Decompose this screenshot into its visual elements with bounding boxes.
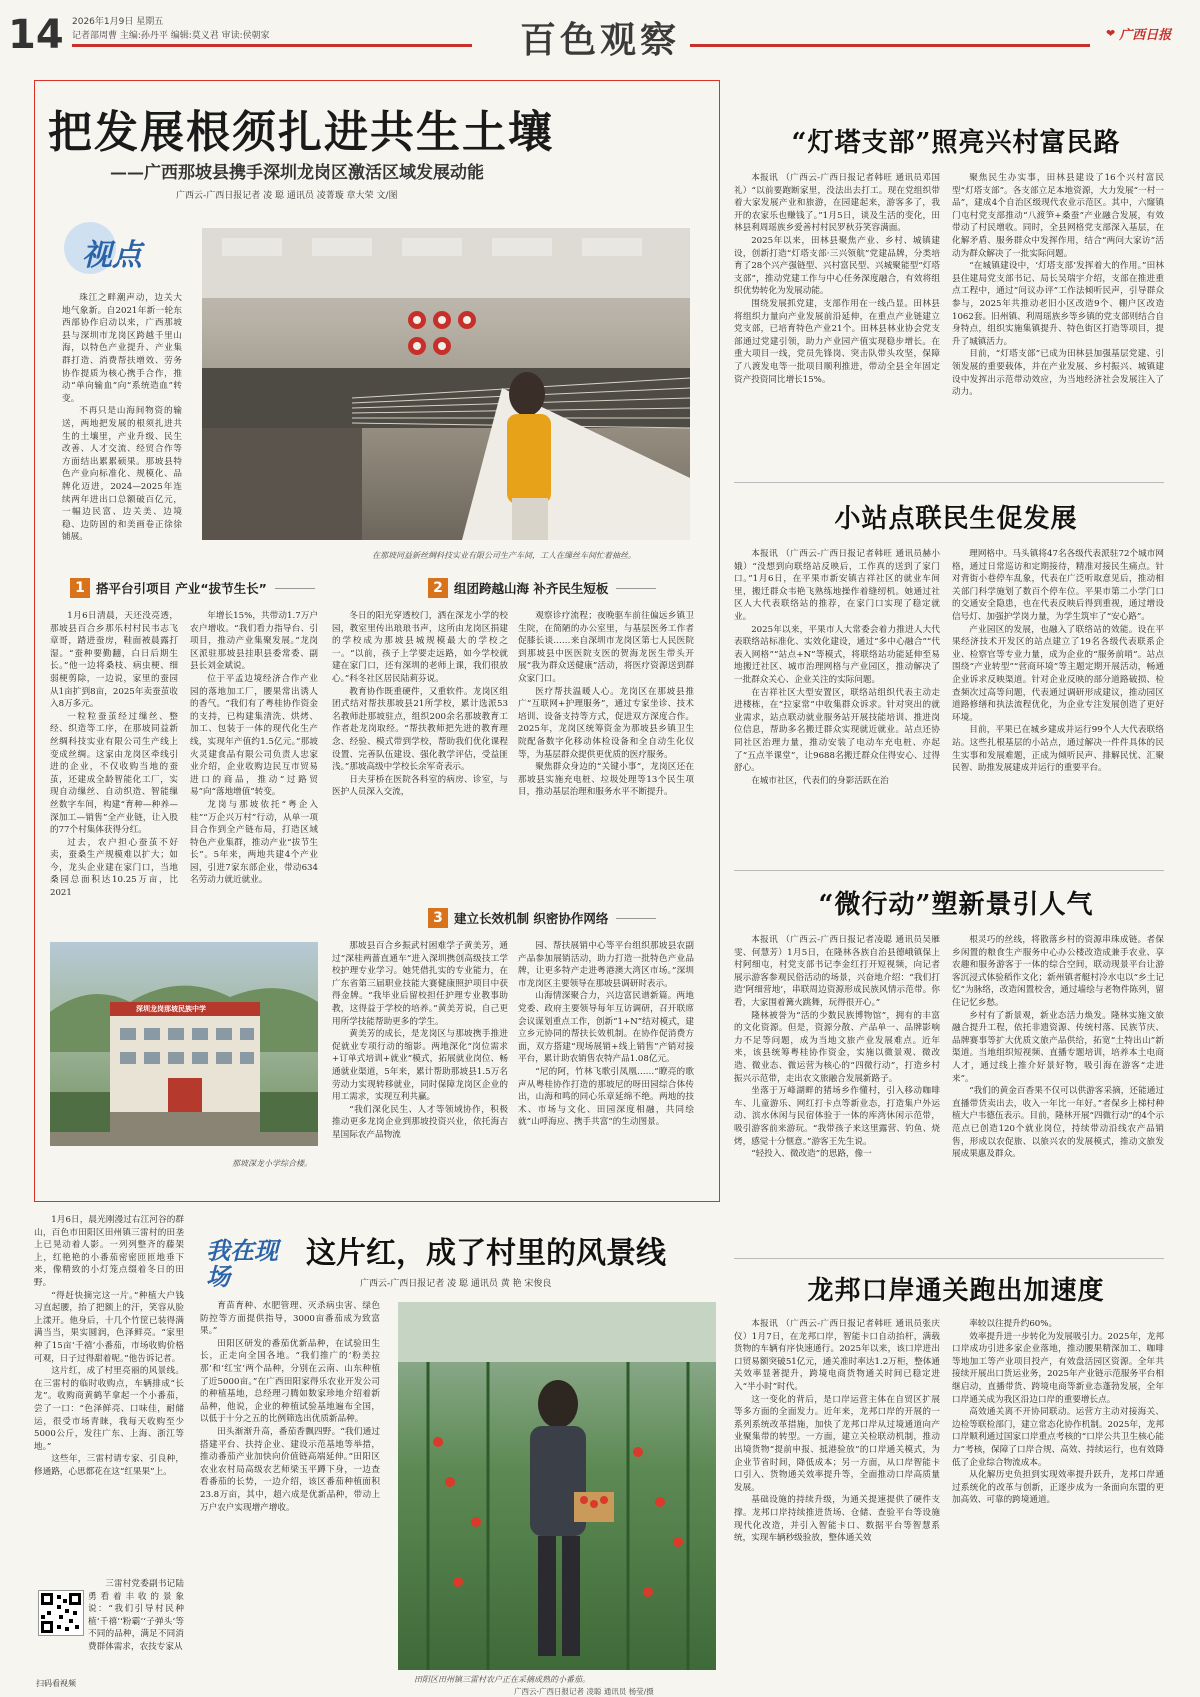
ab-c1-p1: 本报讯 （广西云-广西日报记者韩旺 通讯员赫小娥）“没想到向联络站反映后，工作真的送到了家门口。”1月6日，在平果市新安镇吉祥社区的就业车间里，搬迁群众韦艳飞熟练地操作着缝纫机。她通过社区人大代表联络站的推荐，在家门口实现了稳定就业。 (734, 549, 940, 622)
header-rule-left (72, 44, 472, 47)
divider-c-e (734, 1258, 1164, 1259)
aa-c2-p1: 聚焦民生办实事，田林县建设了16个兴村富民型“灯塔支部”。各支部立足本地资源，大力发展“一村一品”，建成4个自治区级现代农业示范区。其中，六窿镇门屯村党支部推动“八渡笋+桑蚕”产业融合发展，有效带动了村民增收。同时，全县网格党支部深入基层，在化解矛盾、服务群众中发挥作用，结合“两问大家访”活动为群众解决了一批实际问题。 (952, 173, 1164, 259)
s1c1-p2: 一粒粒蚕茧经过缫丝、整经、织造等工序，在那坡同益新丝绸科技实业有限公司生产线上变成丝绸。这家由龙岗区牵线引进的企业，不仅收购当地的蚕茧，还建成全龄智能化工厂，实现自动缫丝、自动织造、智能缫丝数字车间，构建“育种—种养—深加工—销售”全产业链，让入股的77个村集体获得分红。 (50, 711, 178, 836)
section-3-title: 建立长效机制 织密协作网络 (454, 911, 609, 926)
on-site-badge (206, 1232, 296, 1292)
tomato-farmer-illustration (398, 1302, 716, 1670)
silk-factory-photo (202, 228, 690, 540)
tomato-photo-caption: 田阳区田州镇三雷村农户正在采摘成熟的小番茄。 (414, 1675, 590, 1684)
ab-c1-p4: 在城市社区，代表们的身影活跃在治 (751, 775, 889, 786)
s1c2-p3: 龙岗与那坡依托“粤企入桂”“万企兴万村”行动，从单一项目合作到全产链布局，打造区域特色产业集群，推动产业“拔节生长”。5年来，两地共建4个产业园，引进7家东部企业，带动634名劳动力就近就业。 (190, 799, 318, 886)
lead-intro-p1: 珠江之畔潮声动，边关大地气象新。自2021年新一轮东西部协作启动以来，广西那坡县与深圳市龙岗区跨越千里山海，以特色产业提升、产业集群打造、消费帮扶增效、劳务协作提质为核心携手合作，推动“单向输血”向“系统造血”转变。 (62, 293, 182, 404)
s1c2-p2: 位于平孟边境经济合作产业园的落地加工厂，腰果常出诱人的香气。“我们有了粤桂协作资金的支持，已构建集清洗、烘烤、加工、包装于一体的现代化生产线，实现年产值约1.5亿元。”那坡火灵建食品有限公司负责人忠家业介绍，企业收购边民互市贸易进口的商品，推动“过路贸易”向“落地增值”转变。 (190, 673, 318, 798)
section-2-col-1 (332, 610, 508, 898)
ac-c1-p4: “轻投入、微改造”的思路，像一 (751, 1149, 872, 1160)
aa-c1-p1: 本报讯 （广西云-广西日报记者韩旺 通讯员邓国礼）“以前要跑断家里，没法出去打工。现在党组织带着大家发展产业和旅游，在园建起来，游客多了，我开的农家乐也赚钱了。”1月5日，谈及生活的变化，田林县利周瑶族乡爱善村村民罗秋芬笑容满面。 (734, 173, 940, 234)
aa-c1-p2: 2025年以来，田林县聚焦产业、乡村、城镇建设，创新打造“灯塔支部·三兴领航”党建品牌，分类培育了28个兴产强链型、兴村富民型、兴城聚能型“灯塔支部”，推动党建工作与中心任务深度融合，有效将组织优势转化为发展动能。 (734, 235, 940, 297)
section-2-number: 2 (428, 578, 448, 598)
section-2-rule (616, 588, 656, 589)
article-b-col-2 (952, 548, 1164, 866)
paper-logo (1106, 24, 1171, 43)
article-e-col-1 (734, 1318, 940, 1686)
header-rule-right (690, 44, 1090, 47)
article-c-title: “微行动”塑新景引人气 (818, 890, 1094, 920)
article-c-col-1 (734, 934, 940, 1254)
s2c2-p2: 医疗帮扶温暖人心。龙岗区在那坡县推广“互联网+护理服务”，通过专家坐诊、技术培训、设备支持等方式，促进双方深度合作。2025年，龙岗区统筹资金为那坡县乡镇卫生院配备数字化移动体检设备和全自动生化仪等，为基层群众提供更优质的医疗服务。 (518, 686, 694, 760)
page-header (0, 0, 1200, 66)
viewpoint-badge (60, 220, 156, 276)
section-2-heading (428, 578, 656, 598)
s3c1-p3: “我们深化民生、人才等领域协作，积极推动更多龙岗企业到那坡投资兴业，依托海吉星国际农产品物流 (332, 1104, 508, 1140)
ab-c2-p2: 产业园区的发展，也融入了联络站的效能。设在平果经济技术开发区的站点建立了19名各级代表联系企业、检察官等专业力量，成为企业的“服务前哨”。站点围绕“产业转型”“营商环境”等主题定期开展活动，畅通企业诉求反映渠道。针对企业反映的部分道路破损、检查频次过高等问题，代表通过调研形成建议，推动园区道路修缮和执法流程优化，为企业专注发展创造了更好环境。 (952, 624, 1164, 723)
ad-c1-p4: 这些年，三雷村请专家、引良种，修通路，心思都花在这“红果果”上。 (34, 1454, 184, 1477)
lead-subtitle: ——广西那坡县携手深圳龙岗区激活区域发展动能 (110, 163, 484, 183)
paper-logo-text: 广西日报 (1119, 28, 1172, 43)
section-name: 百色观察 (520, 19, 681, 61)
lead-title: 把发展根须扎进共生土壤 (48, 107, 554, 158)
school-sign: 深圳龙岗那坡民族中学 (136, 1004, 206, 1013)
silk-factory-illustration (202, 228, 690, 540)
divider-b-c (734, 870, 1164, 871)
ae-c2-p1: 率较以往提升约60%。 (969, 1319, 1058, 1329)
section-1-title: 搭平台引项目 产业“拔节生长” (96, 581, 267, 596)
article-d-byline: 广西云-广西日报记者 凌 聪 通讯员 黄 艳 宋俊良 (360, 1279, 552, 1289)
article-d-col-1 (34, 1214, 184, 1574)
article-e-col-2 (952, 1318, 1164, 1686)
article-c-col-2 (952, 934, 1164, 1254)
ac-c1-p2: 隆林被誉为“活的少数民族博物馆”，拥有的丰富的文化资源。但是，资源分散、产品单一、品牌影响力不足等问题，成为当地文旅产业发展难点。近年来，该县统筹粤桂协作资金，实施以微景观、微改造、微业态、微运营为核心的“四微行动”，打造乡村振兴示范带，走出农文旅融合发展新路子。 (734, 1010, 940, 1084)
ad-c1-p1: 1月6日，晨光刚漫过右江河谷的群山，百色市田阳区田州镇三雷村的田垄上已晃动着人影。一列列整齐的藤架上，红艳艳的小番茄密密匝匝地垂下来，像精致的小灯笼点缀着冬日的田野。 (34, 1215, 184, 1288)
school-illustration (50, 942, 318, 1146)
section-3-col-2 (518, 940, 694, 1190)
s1c1-p1: 1月6日清晨，天还没亮透，那坡县百合乡那乐村村民韦志飞章哥，踏进蚕房，鞋面被晨露打湿。“蚕种要勤翻，白日后期生长。”他一边将桑枝、病虫梗、细弱梗剪除，一边说，家里的蚕园从1亩扩到8亩，2025年卖蚕茧收入8万多元。 (50, 611, 178, 710)
article-d-col-2 (200, 1300, 380, 1694)
article-e-title: 龙邦口岸通关跑出加速度 (807, 1276, 1105, 1306)
ae-c1-p1: 本报讯 （广西云-广西日报记者韩旺 通讯员张庆仪）1月7日，在龙邦口岸，智能卡口自动抬杆，满载货物的车辆有序快速通行。2025年以来，该口岸进出口贸易额突破51亿元，通关准时率达1.2万柜，整体通关效率显著提升，跨境电商货物通关时间已稳定进入“半小时”时代。 (734, 1319, 940, 1392)
viewpoint-badge-text: 视点 (82, 238, 142, 273)
logo-heart-icon: ❤ (1106, 27, 1116, 40)
section-1-heading (70, 578, 315, 598)
section-3-rule (616, 918, 656, 919)
aa-c1-p3: 围绕发展抓党建，支部作用在一线凸显。田林县将组织力量向产业发展前沿延伸，在重点产业链建立党支部，已培育特色产业21个。田林县林业协会党支部通过党建引领，助力产业园产值实现稳步增长。在重大项目一线，党员先锋岗、突击队带头攻坚，保障了八渡发电等一批项目顺利推进，带动全县全年固定资产投资同比增长15%。 (734, 298, 940, 385)
ae-c2-p3: 高效通关离不开协同联动。运营方主动对接海关、边检等联检部门，建立常态化协作机制。2025年，龙邦口岸顺利通过国家口岸重点考核的“口岸公共卫生核心能力”考核，保障了口岸合规、高效、持续运行，也有效降低了企业综合物流成本。 (952, 1407, 1164, 1468)
s2c1-p1: 冬日的阳光穿透校门，洒在深龙小学的校园，教室里传出琅琅书声，这所由龙岗区捐建的学校成为那坡县城规模最大的学校之一。“以前，孩子上学要走远路，如今学校就建在家门口，还有深圳的老师上课，我们很放心。”科冬社区居民陆莉芬说。 (332, 611, 508, 684)
aa-c2-p3: 目前，“灯塔支部”已成为田林县加强基层党建、引领发展的重要载体，并在产业发展、乡村振兴、城镇建设中发挥出示范带动效应，为当地经济社会发展注入了动力。 (952, 349, 1164, 398)
divider-a-b (734, 482, 1164, 483)
article-b-col-1 (734, 548, 940, 866)
qr-code-icon (39, 1591, 83, 1635)
s3c2-p3: “尼的阿，竹林飞歌引凤凰……”瞭亮的歌声从粤桂协作打造的那坡尼的呀田园综合体传出，山海和鸣的同心乐章延绵不绝。两地的技术、市场与文化、田园深度相融，共同绘就“山呼海应、携手共富”的生动图景。 (518, 1066, 694, 1128)
ad-c2-p1: 育苗育种、水肥管理、灭杀病虫害、绿色防控等方面提供指导，3000亩番茄成为致富果。” (200, 1301, 380, 1337)
ad-c2-p2: 田阳区研发的番茄优新品种，在试验田生长，正走向全国各地。“我们推广的‘粉美拉那’和‘红宝’两个品种，分别在云南、山东种植了近5000亩。”在广西田阳家得乐农业开发公司的种植基地，总经理刁腾如数家珍地介绍着新品种，他说，企业的种植试验基地遍布全国，以低于十分之五的比例筛选出优质新品种。 (200, 1338, 380, 1425)
s2c1-p2: 教育协作既重硬件，又重软件。龙岗区组团式结对帮扶那坡县21所学校，累计选派53名教师赴那坡驻点，组织200余名那坡教育工作者赴龙岗取经。“帮扶教师把先进的教育理念、经验、模式带到学校，帮助我们优化课程设置、完善队伍建设、强化教学评估，受益匪浅。”那坡高级中学校长余军奇表示。 (332, 686, 508, 773)
ae-c1-p3: 基础设施的持续升级，为通关提速提供了硬件支撑。龙邦口岸持续推进货场、仓储、查验平台等设施现代化改造，并引入智能卡口、数据平台等智慧系统，实现车辆秒级验放，整体通关效 (734, 1495, 940, 1544)
section-3-col-1 (332, 940, 508, 1190)
lead-byline: 广西云-广西日报记者 凌 聪 通讯员 凌菁璇 章大荣 文/图 (176, 191, 398, 201)
ab-c2-p3: 目前，平果已在城乡建成并运行99个人大代表联络站。这些扎根基层的小站点，通过解决一件件具体的民生实事和发展难题，正成为倾听民声、排解民忧、汇聚民智、助推发展建成并运行的重要平台。 (952, 725, 1164, 774)
tomato-farmer-photo (398, 1302, 716, 1670)
ac-c1-p1: 本报讯 （广西云-广西日报记者凌聪 通讯员吴雁雯、何慧芳）1月5日，在隆林各族自治县德峨镇保上村阿细屯，村党支部书记李金红打开短视频，向记者展示游客参观民俗活动的场景，兴奋地介绍：“我们打造‘阿细营地’，串联周边资源形成民族风情示范带。你看，大家围着篝火跳舞，玩得很开心。” (734, 935, 940, 1008)
qr-code[interactable] (38, 1590, 84, 1636)
section-2-title: 组团跨越山海 补齐民生短板 (454, 581, 609, 596)
s2c2-p1: 观察诊疗流程；夜晚驱车前往偏远乡镇卫生院，在简陋的办公室里，与基层医务工作者促膝长谈……来自深圳市龙岗区第七人民医院到那坡县中医医院支医的贺海龙医生带头开展“我为群众送健康”活动，将医疗资源送到群众家门口。 (518, 611, 694, 684)
school-caption: 那坡深龙小学综合楼。 (232, 1159, 312, 1168)
ac-c2-p2: 乡村有了新景观，新业态活力焕发。隆林实施文旅融合提升工程，依托非遗资源、传统村落、民族节庆、品牌赛事等扩大优质文旅产品供给，拓宽“土特出山”新渠道。当地组织短视频、直播专题培训，培养本土电商人才，通过线上推介好景好物，吸引海在游客“走进来”。 (952, 1010, 1164, 1084)
s1c2-p1: 年增长15%，共带动1.7万户农户增收。“我们看力指导台、引项目，推动产业集聚发展。”龙岗区派驻那坡县挂职县委常委、副县长刘金斌说。 (190, 611, 318, 672)
date-line: 2026年1月9日 星期五 (72, 17, 164, 27)
ad-c1-p2: “得赶快摘完这一片。”种植大户钱习直起腰，抬了把额上的汗，笑容从脸上漾开。他身后，十几个竹筐已装得满满当当，果实圆润，色泽鲜亮。“家里种了15亩‘千禧’小番茄，市场收购价格可观，日子过得甜着呢。”他告诉记者。 (34, 1290, 184, 1364)
ac-c1-p3: 坐落于万峰湖畔的猪场乡作懂村，引入移动咖啡车、儿童游乐、网红打卡点等新业态，打造集户外运动、滨水休闲与民宿体验于一体的库湾休闲示范带，吸引游客前来游玩。“我带孩子来这里露营、钓鱼、烧烤，感觉十分惬意。”游客王先生说。 (734, 1086, 940, 1147)
ac-c2-p3: “我们的黄金百香果不仅可以供游客采摘，还能通过直播带货卖出去，收入一年比一年好。”者保乡上梯村种植大户韦德伍表示。目前，隆林开展“四微行动”的4个示范点已创造120个就业岗位，持续带动沿线农产品销售，形成以农促旅、以旅兴农的发展模式，推动文旅发展成果惠及群众。 (952, 1086, 1164, 1160)
tomato-photo-credit: 广西云-广西日报记者 凌聪 通讯员 杨莹/摄 (514, 1687, 654, 1696)
s2c2-p3: 聚焦群众身边的“关键小事”，龙岗区还在那坡县实施充电桩、垃圾处理等13个民生项目，推动基层治理和服务水平不断提升。 (518, 762, 694, 798)
s3c2-p1: 园、帮扶展销中心等平台组织那坡县农副产品参加展销活动，助力打造一批特色产业品牌，让更多特产走进粤港澳大湾区市场。”深圳市龙岗区主要领导在那坡县调研时表示。 (518, 941, 694, 989)
s3c1-p1: 那坡县百合乡振武村困难学子黄美芳，通过“深桂两蔷直通车”进入深圳携创高级技工学校护理专业学习。她凭借扎实的专业能力，在广东省第三届职业技能大赛健康照护项目中获得金牌。“我毕业后留校担任护理专业教事助教，这得益于学校的培养。”黄美芳说，自己更用所学技能帮助更多的学生。 (332, 941, 508, 1027)
section-1-number: 1 (70, 578, 90, 598)
s1c1-p3: 过去，农户担心蚕茧不好卖，蚕桑生产规模难以扩大；如今，龙头企业建在家门口，当地桑园总面积达10.25万亩，比2021 (50, 837, 178, 899)
ae-c1-p2: 这一变化的背后，是口岸运营主体在自贸区扩展等多方面的全面发力。近年来，龙邦口岸的开展的一系列系统改革措施，加快了龙邦口岸从过境通道向产业聚集带的转型。一方面，建立关检联动机制，推动出境货物“提前申报、抵港验放”的口岸通关模式，为企业节省时间，降低成本；另一方面，从口岸智能卡口引入、货物通关效率提升等，全面推动口岸高质量发展。 (734, 1394, 940, 1493)
page-number: 14 (8, 12, 64, 58)
ac-c2-p1: 根灵巧的丝线，将散落乡村的资源串珠成链。者保乡闲置的粮食生产服务中心办公楼改造成兼手农业、享农趣和服务游客于一体的综合空间，联动现景平台让游客沉浸式体验稻作文化；新州镇者艇村冷水屯以“乡土记忆”为脉络，改造闲置校舍，通过墙绘与老物件陈列，留住记忆乡愁。 (952, 935, 1164, 1008)
article-b-title: 小站点联民生促发展 (834, 504, 1078, 534)
ab-c1-p2: 2025年以来，平果市人大常委会着力推进人大代表联络站标准化、实效化建设，通过“多中心融合”“代表入网格”“站点+N”等模式，将联络站功能延伸至易地搬迁社区、城市治理网格与产业园区，推动解决了一批群众关心、企业关注的实际问题。 (734, 624, 940, 685)
s3c1-p2: 黄美芳的成长，是龙岗区与那坡携手推进促就业专项行动的缩影。两地深化“岗位需求+订单式培训+就业”模式，拓展就业岗位、畅通就业渠道，5年来，累计帮助那坡县1.5万名劳动力实现转移就业，同时保障龙岗区企业的用工需求，实现互利共赢。 (332, 1029, 508, 1103)
section-1-col-1 (50, 610, 178, 922)
section-3-heading (428, 908, 656, 928)
article-d-title: 这片红，成了村里的风景线 (306, 1236, 666, 1271)
lead-intro-p2: 不再只是山海间物资的输送，两地把发展的根须扎进共生的土壤里，产业升级、民生改善、人才交流、经贸合作等方面结出累累硕果。那坡县特色产业向标准化、规模化、品牌化迈进，2024—2025年连续两年进出口总额破百亿元，一幅边民富、边关美、边境稳、边防固的和美画卷正徐徐铺展。 (62, 406, 182, 543)
on-site-badge-text: 我在现场 (206, 1237, 278, 1291)
ab-c2-p1: 理网格中。马头镇将47名各级代表派驻72个城市网格，通过日常巡访和定期接待，精准对接民生痛点。针对背街小巷停车乱象，代表在广泛听取意见后，推动相关部门科学施划了数百个停车位。平果市第二小学门口的交通安全隐患，也在代表反映后得到重视，通过增设信号灯、加强护学岗力量，为学生筑牢了“安心路”。 (952, 549, 1164, 622)
article-a-col-1 (734, 172, 940, 478)
section-1-rule (275, 588, 315, 589)
section-2-col-2 (518, 610, 694, 898)
lead-intro (62, 292, 182, 543)
article-d-col-1b (88, 1578, 184, 1688)
article-a-title: “灯塔支部”照亮兴村富民路 (791, 128, 1121, 158)
ad-c2-p3: 田头渐渐升高，番茄香飘四野。“我们通过搭建平台、扶持企业、建设示范基地等举措，推动番茄产业加快向价值链高端延伸。”田阳区农业农村局高级农艺师梁玉平蹲下身，一边查看番茄的长势，一边介绍，该区番茄种植面积23.8万亩，其中，超六成是优新品种，带动上万户农户实现增产增收。 (200, 1426, 380, 1513)
silk-factory-caption: 在那坡同益新丝绸科技实业有限公司生产车间，工人在缫丝车间忙着抽丝。 (372, 551, 636, 560)
section-1-col-2 (190, 610, 318, 922)
qr-label: 扫码看视频 (36, 1679, 76, 1688)
ad-c1-p3: 这片红，成了村里亮丽的风景线。在三雷村的临时收购点，车辆排成“长龙”。收购商黄鹤芊拿起一个小番茄，尝了一口：“色泽鲜亮、口味佳，耐储运，很受市场青睐，我每天收购至少5000公斤，发往广东、上海、浙江等地。” (34, 1366, 184, 1452)
article-a-col-2 (952, 172, 1164, 478)
school-photo (50, 942, 318, 1146)
editors-line: 记者部周曹 主编:孙丹平 编辑:莫义君 审读:侯朝家 (72, 31, 270, 41)
ae-c2-p4: 从化解历史负担到实现效率提升跃升，龙邦口岸通过系统化的改革与创新，正逐步成为一条面向东盟的更加高效、可靠的跨境通道。 (952, 1470, 1164, 1506)
ae-c2-p2: 效率提升进一步转化为发展吸引力。2025年，龙邦口岸成功引进多家企业落地，推动腰果精深加工、咖啡等地加工等产业项目投产，有效盘活园区资源。全年共接续开展出口货运业务，2025年产业链示范服务平台相继启动，直播带货、跨境电商等新业态蓬勃发展，全年口岸通关成为我区沿边口岸的重要增长点。 (952, 1331, 1164, 1405)
s3c2-p2: 山海情深聚合力，兴边富民谱新篇。两地党委、政府主要领导每年互访调研，召开联席会议谋划重点工作，创新“1+N”结对模式，建立乡元协同的帮扶长效机制。在协作促消费方面，双方搭建“现场展销+线上销售”产销对接平台，累计助农销售农特产品1.08亿元。 (518, 991, 694, 1065)
aa-c2-p2: “在城镇建设中，‘灯塔支部’发挥着大的作用。”田林县住建局党支部书记、局长吴瑞宇介绍，支部在推进重点工程中，通过“问议办评”工作法倾听民声，引导群众参与，2025年共推动老旧小区改造9个、棚户区改造1062套。旧州镇、利周瑶族乡等乡镇的党支部则结合自身特点，组织实施集镇提升、特色街区打造等项目，提升了城镇活力。 (952, 261, 1164, 347)
ad-c1-p5: 三雷村党委副书记陆勇看着丰收的景象说：“我们引导村民种植‘千禧’‘粉霸’‘子弹头’等不同的品种，满足不同消费群体需求，农技专家从 (88, 1579, 184, 1652)
s2c1-p3: 日夫芽桥在医院各科室的病房、诊室，与医护人员深入交流， (332, 774, 508, 798)
section-3-number: 3 (428, 908, 448, 928)
ab-c1-p3: 在吉祥社区大型安置区，联络站组织代表主动走进楼栋，在“拉家常”中收集群众诉求。针对突出的就业需求，站点联动就业服务站开展技能培训、推进岗位信息，帮助多名搬迁群众实现就近就业。站点还协同社区治理力量，推动安装了电动车充电桩、亦起了“五点半课堂”，让9688名搬迁群众住得安心、过得舒心。 (734, 687, 940, 774)
